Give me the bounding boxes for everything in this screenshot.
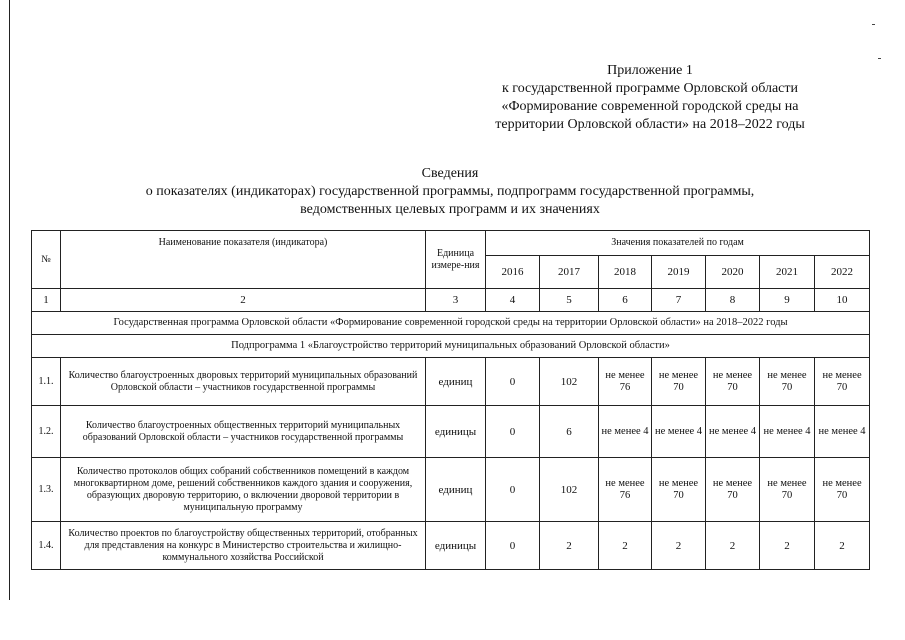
column-number: 7 [652, 289, 706, 312]
header-year: 2022 [815, 256, 870, 289]
unit-cell: единицы [426, 522, 486, 570]
appendix-header [470, 62, 830, 134]
value-cell: не менее 4 [760, 406, 815, 458]
column-number: 6 [599, 289, 652, 312]
value-cell: 0 [486, 458, 540, 522]
heading-line: о показателях (индикаторах) государственной программы, подпрограмм государственной программы, [145, 184, 755, 199]
value-cell: не менее 76 [599, 358, 652, 406]
indicator-name: Количество протоколов общих собраний собственников помещений в каждом многоквартирном доме, решений собственников каждого здания и сооружения, образующих дворовую территорию, о включении дворовой территории в муниципальную программу [61, 458, 426, 522]
column-number: 5 [540, 289, 599, 312]
scan-speck [878, 58, 881, 59]
header-number: № [32, 231, 61, 289]
header-year: 2018 [599, 256, 652, 289]
header-values-by-year: Значения показателей по годам [486, 231, 870, 256]
unit-cell: единиц [426, 358, 486, 406]
value-cell: 102 [540, 458, 599, 522]
header-year: 2017 [540, 256, 599, 289]
value-cell: не менее 70 [652, 458, 706, 522]
page-margin-line [9, 0, 10, 600]
appendix-line: «Формирование современной городской среды на [501, 99, 799, 114]
value-cell: не менее 70 [652, 358, 706, 406]
column-number: 3 [426, 289, 486, 312]
indicator-name: Количество проектов по благоустройству общественных территорий, отобранных для представления на конкурс в Министерство строительства и жилищно-коммунального хозяйства Российской [61, 522, 426, 570]
header-year: 2021 [760, 256, 815, 289]
appendix-line: территории Орловской области» на 2018–2022 годы [495, 117, 805, 132]
row-number: 1.4. [32, 522, 61, 570]
state-program-title: Государственная программа Орловской области «Формирование современной городской среды на территории Орловской области» на 2018–2022 годы [32, 312, 870, 335]
indicators-table [31, 230, 870, 570]
unit-cell: единицы [426, 406, 486, 458]
column-number: 10 [815, 289, 870, 312]
value-cell: 2 [652, 522, 706, 570]
table-row [32, 522, 870, 570]
value-cell: не менее 4 [652, 406, 706, 458]
heading-line: Сведения [421, 166, 479, 181]
header-unit: Единица измере-ния [426, 231, 486, 289]
table-row [32, 358, 870, 406]
column-number: 8 [706, 289, 760, 312]
header-year: 2019 [652, 256, 706, 289]
appendix-line: Приложение 1 [607, 63, 693, 78]
column-number: 1 [32, 289, 61, 312]
subprogram-title: Подпрограмма 1 «Благоустройство территорий муниципальных образований Орловской области» [32, 335, 870, 358]
column-number-row [32, 289, 870, 312]
value-cell: не менее 70 [706, 458, 760, 522]
column-number: 2 [61, 289, 426, 312]
table-row [32, 406, 870, 458]
header-year: 2020 [706, 256, 760, 289]
row-number: 1.3. [32, 458, 61, 522]
value-cell: 0 [486, 406, 540, 458]
value-cell: 2 [540, 522, 599, 570]
value-cell: 6 [540, 406, 599, 458]
value-cell: не менее 70 [760, 358, 815, 406]
value-cell: 0 [486, 522, 540, 570]
value-cell: не менее 4 [706, 406, 760, 458]
indicator-name: Количество благоустроенных общественных территорий муниципальных образований Орловской области – участников государственной программы [61, 406, 426, 458]
value-cell: не менее 70 [815, 458, 870, 522]
value-cell: 2 [706, 522, 760, 570]
state-program-row [32, 312, 870, 335]
value-cell: 102 [540, 358, 599, 406]
column-number: 9 [760, 289, 815, 312]
value-cell: не менее 4 [599, 406, 652, 458]
value-cell: 2 [815, 522, 870, 570]
unit-cell: единиц [426, 458, 486, 522]
appendix-line: к государственной программе Орловской области [502, 81, 798, 96]
document-heading [100, 165, 800, 219]
row-number: 1.1. [32, 358, 61, 406]
indicator-name: Количество благоустроенных дворовых территорий муниципальных образований Орловской области – участников государственной программы [61, 358, 426, 406]
scan-speck [872, 24, 875, 25]
table-row [32, 458, 870, 522]
row-number: 1.2. [32, 406, 61, 458]
subprogram-row [32, 335, 870, 358]
value-cell: не менее 4 [815, 406, 870, 458]
value-cell: не менее 76 [599, 458, 652, 522]
heading-line: ведомственных целевых программ и их значениях [300, 202, 600, 217]
header-year: 2016 [486, 256, 540, 289]
header-indicator-name: Наименование показателя (индикатора) [61, 231, 426, 289]
value-cell: не менее 70 [706, 358, 760, 406]
value-cell: не менее 70 [760, 458, 815, 522]
value-cell: 2 [599, 522, 652, 570]
value-cell: 2 [760, 522, 815, 570]
value-cell: 0 [486, 358, 540, 406]
value-cell: не менее 70 [815, 358, 870, 406]
column-number: 4 [486, 289, 540, 312]
